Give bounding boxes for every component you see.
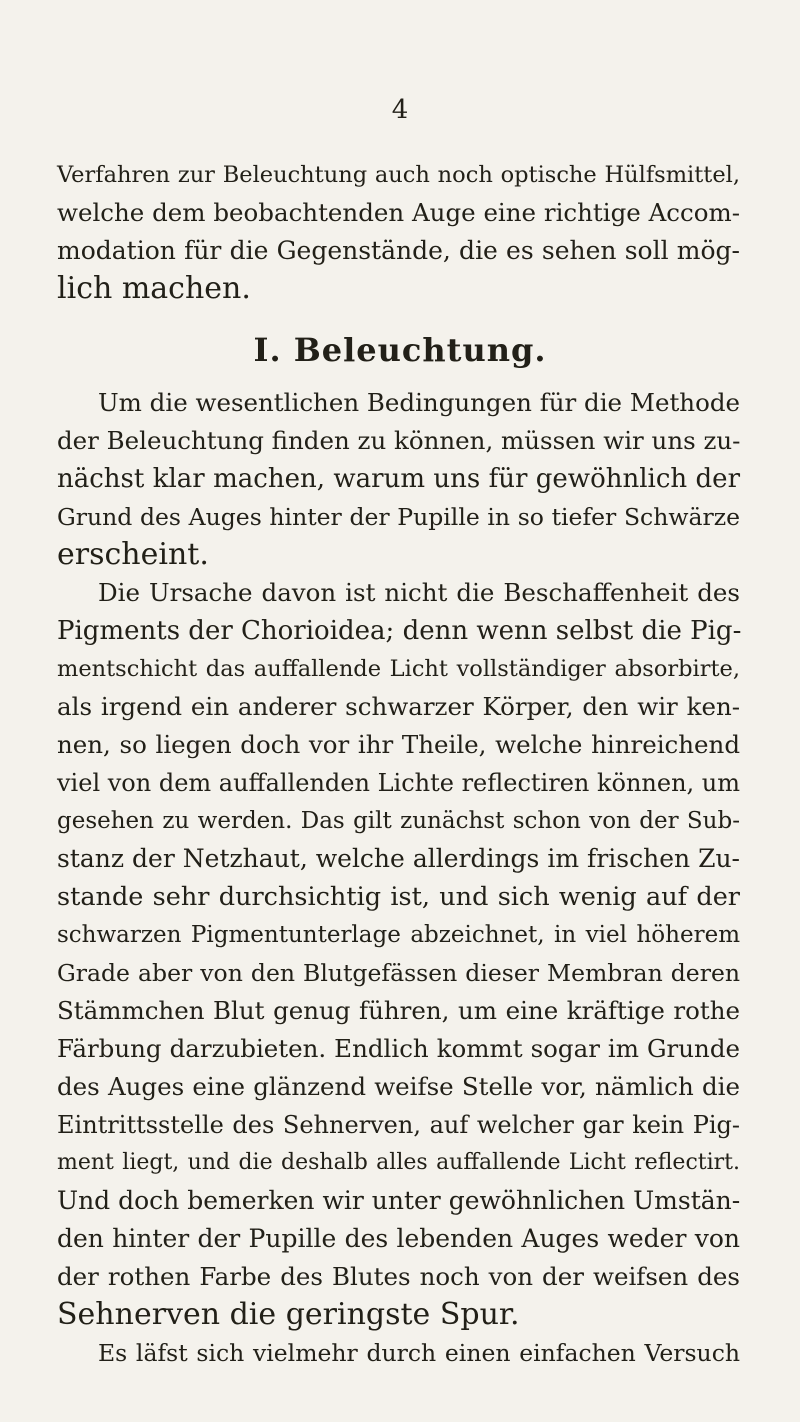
intro-line: Verfahren zur Beleuchtung auch noch optische Hülfsmittel, <box>57 162 740 188</box>
body-line: Die Ursache davon ist nicht die Beschaffenheit des <box>98 578 740 607</box>
body-line: Eintrittsstelle des Sehnerven, auf welcher gar kein Pig- <box>57 1111 740 1139</box>
body-line: Grade aber von den Blutgefässen dieser Membran deren <box>57 959 740 987</box>
body-line: nächst klar machen, warum uns für gewöhnlich der <box>57 464 740 494</box>
intro-line: modation für die Gegenstände, die es sehen soll mög- <box>57 236 740 265</box>
body-line: nen, so liegen doch vor ihr Theile, welche hinreichend <box>57 730 740 759</box>
body-line: Es läfst sich vielmehr durch einen einfachen Versuch <box>98 1339 740 1367</box>
body-line: schwarzen Pigmentunterlage abzeichnet, in viel höherem <box>57 922 740 948</box>
body-line: Sehnerven die geringste Spur. <box>57 1297 520 1332</box>
body-line: Grund des Auges hinter der Pupille in so tiefer Schwärze <box>57 503 740 531</box>
body-line: viel von dem auffallenden Lichte reflectiren können, um <box>57 769 741 797</box>
body-line: erscheint. <box>57 537 209 572</box>
body-line: Stämmchen Blut genug führen, um eine kräftige rothe <box>57 996 740 1025</box>
body-line: Färbung darzubieten. Endlich kommt sogar im Grunde <box>57 1034 740 1063</box>
body-line: des Auges eine glänzend weifse Stelle vor, nämlich die <box>57 1072 740 1101</box>
body-line: gesehen zu werden. Das gilt zunächst schon von der Sub- <box>57 808 740 834</box>
page-number: 4 <box>391 95 409 125</box>
body-line: ment liegt, und die deshalb alles auffallende Licht reflectirt. <box>57 1150 740 1175</box>
intro-line: lich machen. <box>57 271 251 306</box>
intro-line: welche dem beobachtenden Auge eine richtige Accom- <box>57 198 740 227</box>
body-line: Und doch bemerken wir unter gewöhnlichen Umstän- <box>57 1186 741 1215</box>
body-line: mentschicht das auffallende Licht vollständiger absorbirte, <box>57 656 740 682</box>
body-line: Pigments der Chorioidea; denn wenn selbst die Pig- <box>57 616 742 646</box>
body-line: Um die wesentlichen Bedingungen für die Methode <box>98 388 740 417</box>
body-line: stanz der Netzhaut, welche allerdings im frischen Zu- <box>57 844 740 873</box>
body-line: stande sehr durchsichtig ist, und sich wenig auf der <box>57 882 740 912</box>
body-line: als irgend ein anderer schwarzer Körper, den wir ken- <box>57 692 740 721</box>
body-line: der rothen Farbe des Blutes noch von der weifsen des <box>57 1262 740 1291</box>
body-line: der Beleuchtung finden zu können, müssen wir uns zu- <box>57 426 741 455</box>
body-line: den hinter der Pupille des lebenden Auges weder von <box>57 1224 740 1253</box>
section-heading: I. Beleuchtung. <box>253 331 547 369</box>
